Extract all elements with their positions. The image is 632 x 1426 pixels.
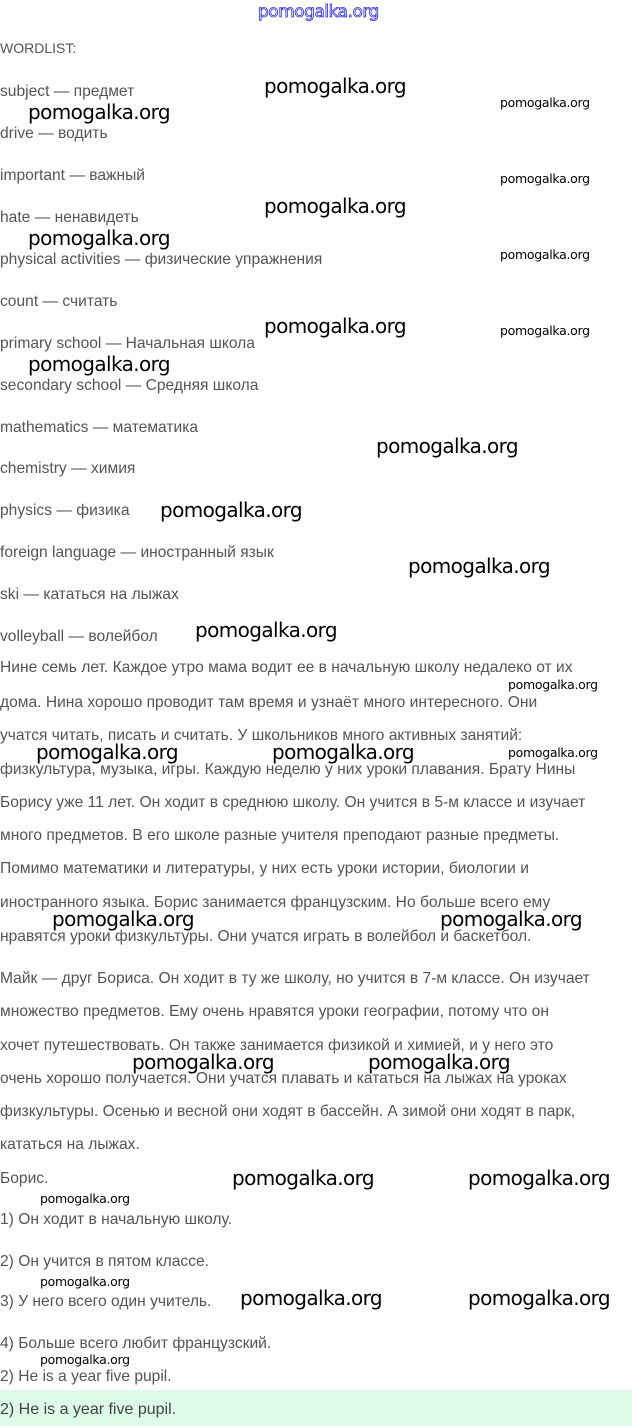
- paragraph-line: хочет путешествовать. Он также занимается физикой и химией, и у него это: [0, 1036, 554, 1054]
- watermark: pomogalka.org: [408, 554, 551, 578]
- watermark: pomogalka.org: [240, 1286, 383, 1310]
- answer-highlighted-text: 2) He is a year five pupil.: [0, 1400, 177, 1418]
- watermark: pomogalka.org: [368, 1050, 511, 1074]
- option-2: 2) Он учится в пятом классе.: [0, 1252, 210, 1270]
- watermark: pomogalka.org: [272, 740, 415, 764]
- watermark: pomogalka.org: [500, 246, 590, 262]
- watermark: pomogalka.org: [36, 740, 179, 764]
- paragraph-line: очень хорошо получается. Они учатся плавать и кататься на лыжах на уроках: [0, 1069, 567, 1087]
- wordlist-item: mathematics — математика: [0, 418, 199, 436]
- paragraph-line: кататься на лыжах.: [0, 1135, 140, 1153]
- watermark: pomogalka.org: [28, 100, 171, 124]
- header-watermark: pomogalka.org: [258, 2, 379, 22]
- option-3: 3) У него всего один учитель.: [0, 1292, 212, 1310]
- watermark: pomogalka.org: [264, 194, 407, 218]
- watermark: pomogalka.org: [264, 74, 407, 98]
- paragraph-line: физкультура, музыка, игры. Каждую неделю у них уроки плавания. Брату Нины: [0, 760, 576, 778]
- paragraph-line: учатся читать, писать и считать. У школьников много активных занятий:: [0, 726, 523, 744]
- wordlist-item: primary school — Начальная школа: [0, 334, 255, 352]
- wordlist-item: ski — кататься на лыжах: [0, 585, 179, 603]
- watermark: pomogalka.org: [468, 1166, 611, 1190]
- wordlist-item: drive — водить: [0, 124, 108, 142]
- wordlist-item: subject — предмет: [0, 82, 135, 100]
- wordlist-item: secondary school — Средняя школа: [0, 376, 259, 394]
- watermark: pomogalka.org: [195, 618, 338, 642]
- watermark: pomogalka.org: [468, 1286, 611, 1310]
- wordlist-item: chemistry — химия: [0, 459, 136, 477]
- paragraph-line: физкультуры. Осенью и весной они ходят в бассейн. А зимой они ходят в парк,: [0, 1102, 576, 1120]
- watermark: pomogalka.org: [508, 677, 598, 692]
- watermark: pomogalka.org: [232, 1166, 375, 1190]
- watermark: pomogalka.org: [376, 434, 519, 458]
- watermark: pomogalka.org: [40, 1352, 130, 1367]
- paragraph-line: Майк — друг Бориса. Он ходит в ту же школу, но учится в 7-м классе. Он изучает: [0, 969, 590, 987]
- paragraph-line: много предметов. В его школе разные учителя преподают разные предметы.: [0, 826, 560, 844]
- paragraph-line: дома. Нина хорошо проводит там время и узнаёт много интересного. Они: [0, 693, 538, 711]
- watermark: pomogalka.org: [52, 907, 195, 931]
- wordlist-item: physics — физика: [0, 501, 130, 519]
- watermark: pomogalka.org: [40, 1191, 130, 1206]
- question-subject: Борис.: [0, 1169, 49, 1187]
- paragraph-line: иностранного языка. Борис занимается французским. Но больше всего ему: [0, 893, 551, 911]
- watermark: pomogalka.org: [500, 322, 590, 338]
- watermark: pomogalka.org: [28, 226, 171, 250]
- wordlist-item: physical activities — физические упражнения: [0, 250, 323, 268]
- watermark: pomogalka.org: [500, 170, 590, 186]
- wordlist-item: hate — ненавидеть: [0, 208, 139, 226]
- paragraph-line: Борису уже 11 лет. Он ходит в среднюю школу. Он учится в 5-м классе и изучает: [0, 793, 586, 811]
- paragraph-line: Помимо математики и литературы, у них есть уроки истории, биологии и: [0, 859, 529, 877]
- watermark: pomogalka.org: [264, 314, 407, 338]
- watermark: pomogalka.org: [28, 352, 171, 376]
- watermark: pomogalka.org: [132, 1050, 275, 1074]
- watermark: pomogalka.org: [40, 1273, 130, 1289]
- paragraph-line: нравятся уроки физкультуры. Они учатся играть в волейбол и баскетбол.: [0, 927, 532, 945]
- watermark: pomogalka.org: [440, 907, 583, 931]
- wordlist-title: WORDLIST:: [0, 39, 77, 56]
- watermark: pomogalka.org: [508, 744, 598, 760]
- watermark: pomogalka.org: [160, 498, 303, 522]
- wordlist-item: count — считать: [0, 292, 118, 310]
- wordlist-item: important — важный: [0, 166, 146, 184]
- wordlist-item: volleyball — волейбол: [0, 627, 158, 645]
- paragraph-line: множество предметов. Ему очень нравятся уроки географии, потому что он: [0, 1002, 549, 1020]
- paragraph-line: Нине семь лет. Каждое утро мама водит ее в начальную школу недалеко от их: [0, 658, 573, 676]
- option-1: 1) Он ходит в начальную школу.: [0, 1210, 233, 1228]
- option-4: 4) Больше всего любит французский.: [0, 1334, 272, 1352]
- watermark: pomogalka.org: [500, 94, 590, 110]
- answer-text: 2) He is a year five pupil.: [0, 1367, 172, 1385]
- wordlist-item: foreign language — иностранный язык: [0, 543, 274, 561]
